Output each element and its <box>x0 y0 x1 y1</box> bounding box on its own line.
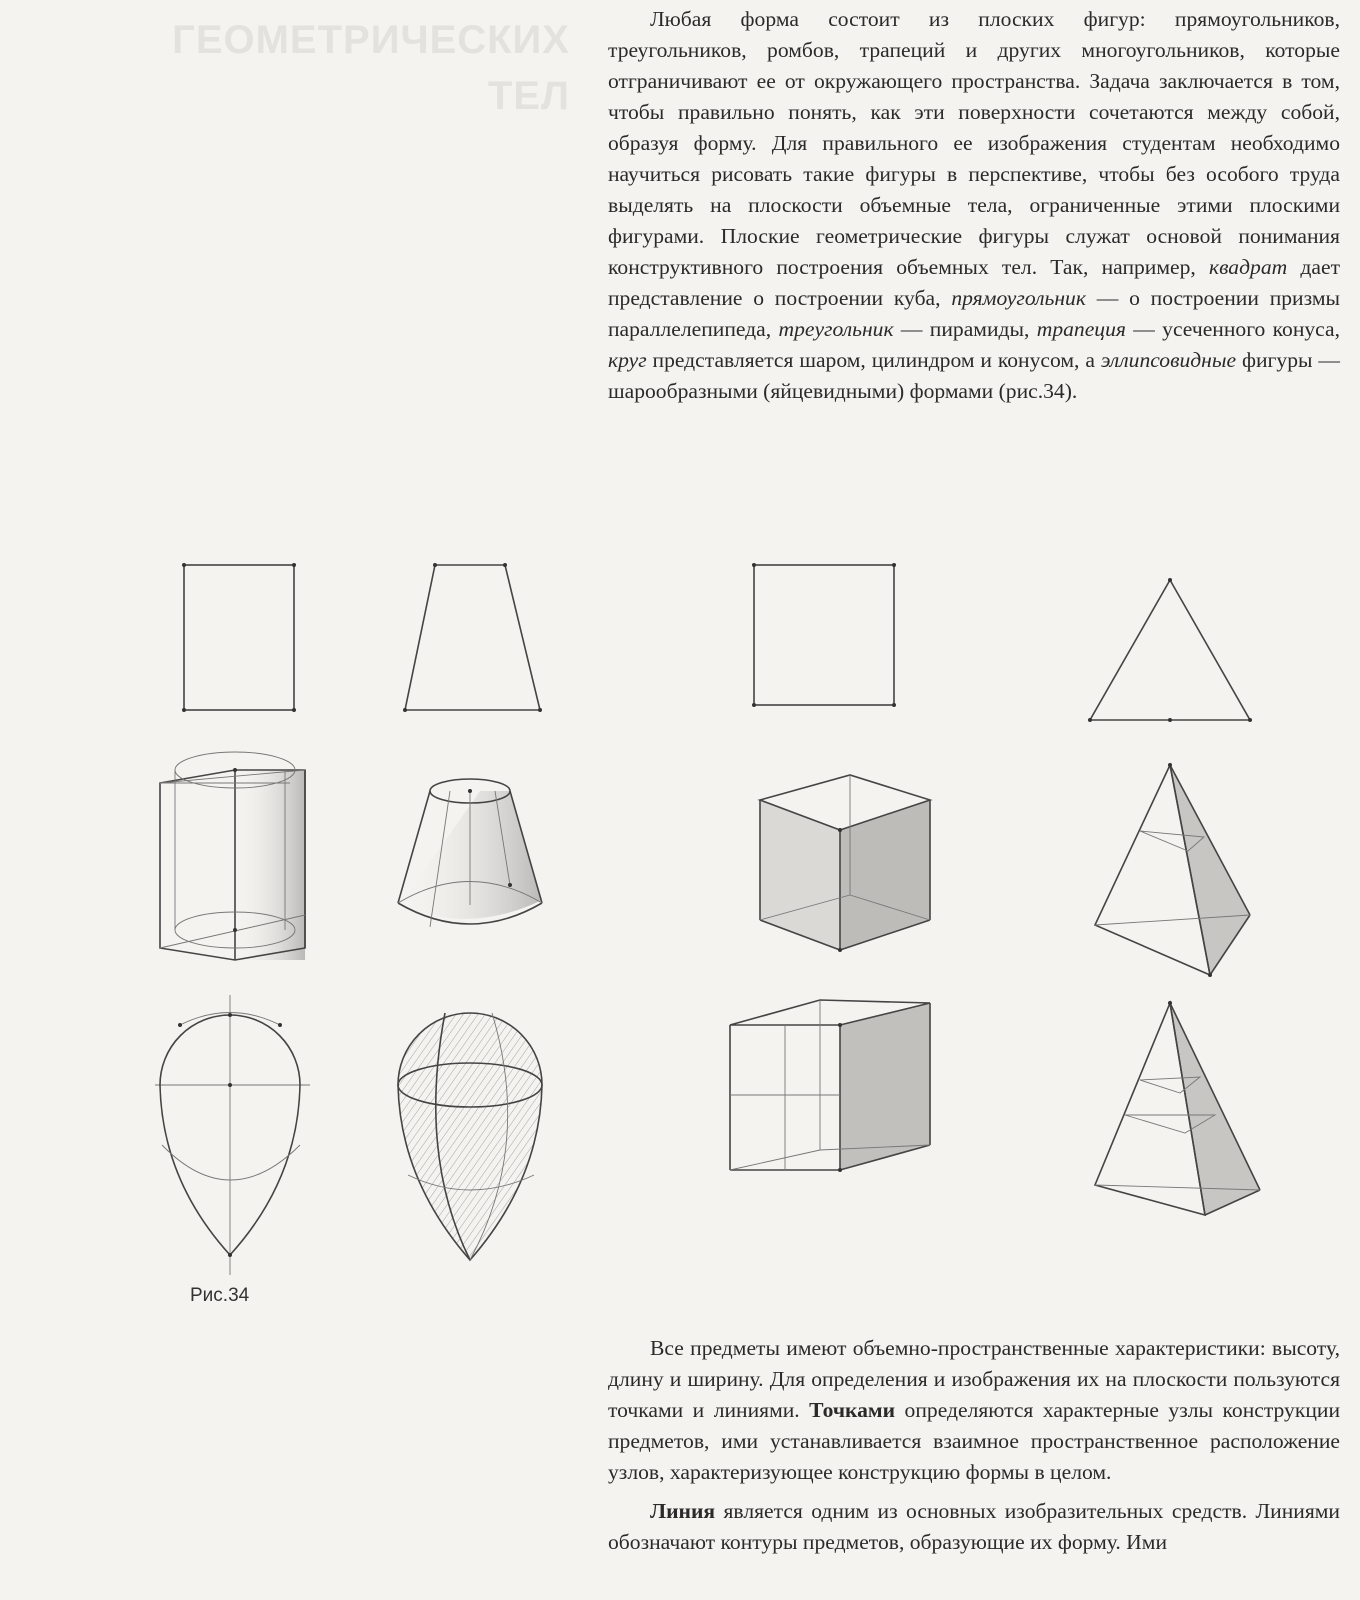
ghost-heading <box>172 12 570 124</box>
text-run: определяются характерные узлы конструкции предметов, ими устанавливается взаимное пространственное расположение узлов, характеризующее конструкцию формы в целом. <box>608 1398 1341 1484</box>
term-trapeciya: трапеция <box>1036 317 1126 341</box>
term-pryamougolnik: прямоугольник <box>951 286 1086 310</box>
text-run: является одним из основных изобразительных средств. Линиями обозначают контуры предметов, образующие их форму. Ими <box>608 1499 1340 1554</box>
term-ellipsovidnye: эллипсовидные <box>1100 348 1237 372</box>
rectangle-figure <box>182 563 296 712</box>
cube <box>760 775 930 952</box>
square-figure <box>752 563 896 707</box>
text-run: Любая форма состоит из плоских фигур: прямоугольников, треугольников, ромбов, трапеций и других многоугольников, которые отграничивают ее от окружающего пространства. Задача заключается в том, чтобы правильно понять, как эти поверхности сочетаются между собой, образуя форму. Для правильного ее изображения студентам необходимо научиться рисовать такие фигуры в перспективе, чтобы без особого труда выделять на плоскости объемные тела, ограниченные этими плоскими фигурами. Плоские геометрические фигуры служат основой понимания конструктивного построения объемных тел. Так, например, <box>608 7 1340 279</box>
text-run: — пирамиды, <box>893 317 1037 341</box>
figure-34-geometric-solids <box>140 555 1360 1285</box>
bottom-text-block <box>608 1333 1340 1558</box>
triangle-figure <box>1088 578 1252 722</box>
text-run: Все предметы имеют объемно-пространственные характеристики: высоту, длину и ширину. Для определения и изображения их на плоскости пользуются точками и линиями. <box>608 1336 1340 1422</box>
term-kvadrat: квадрат <box>1208 255 1288 279</box>
figure-caption: Рис.34 <box>190 1285 250 1306</box>
top-text-block <box>608 4 1340 407</box>
box-with-grid <box>730 1000 930 1172</box>
shaded-egg <box>398 1013 542 1260</box>
pyramid-with-sections <box>1095 1001 1260 1215</box>
pyramid <box>1095 763 1250 977</box>
term-liniya: Линия <box>650 1499 716 1523</box>
egg-construction <box>155 995 310 1275</box>
term-krug: круг <box>608 348 647 372</box>
line-paragraph <box>608 1496 1340 1558</box>
trapezoid-figure <box>403 563 542 712</box>
text-run: дает представление о построении куба, <box>608 255 1341 310</box>
figure-34-drawing <box>140 555 1360 1285</box>
term-treugolnik: треугольник <box>778 317 894 341</box>
points-paragraph <box>608 1333 1340 1488</box>
text-run: — о построении призмы параллелепипеда, <box>608 286 1340 341</box>
ghost-heading-line-1: ГЕОМЕТРИЧЕСКИХ <box>172 18 570 62</box>
term-tochkami: Точками <box>809 1398 896 1422</box>
text-run: фигуры — шарообразными (яйцевидными) формами (рис.34). <box>608 348 1340 403</box>
intro-paragraph <box>608 4 1340 407</box>
cylinder-in-prism <box>160 752 305 960</box>
text-run: — усеченного конуса, <box>1125 317 1341 341</box>
text-run: представляется шаром, цилиндром и конусом, а <box>646 348 1101 372</box>
ghost-heading-line-2: ТЕЛ <box>487 74 570 118</box>
truncated-cone <box>398 779 542 927</box>
